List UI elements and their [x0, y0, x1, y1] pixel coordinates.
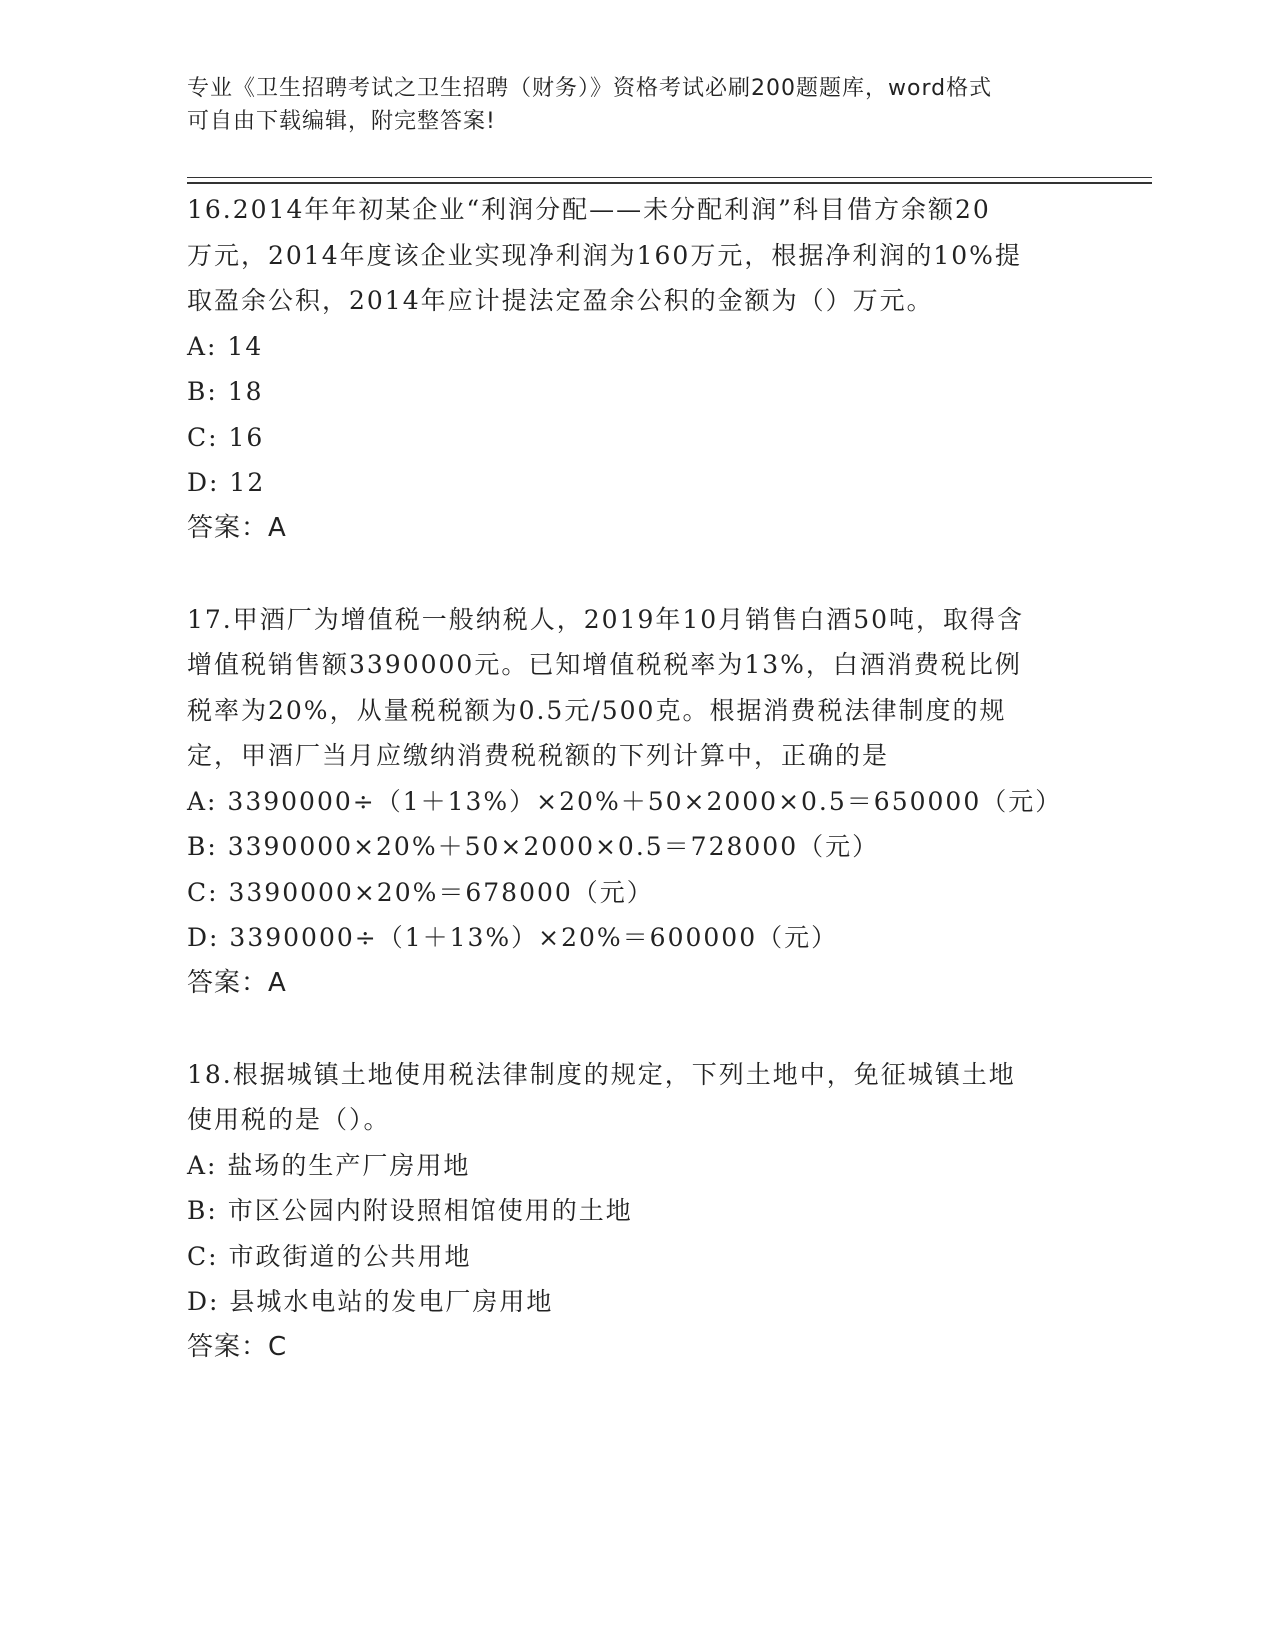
question-16: [187, 187, 1087, 551]
option-c: C: 市政街道的公共用地: [187, 1241, 472, 1271]
question-spacer: [187, 1006, 1087, 1052]
option-c: C: 3390000×20%＝678000（元）: [187, 877, 654, 907]
option-c: C: 16: [187, 422, 265, 452]
question-stem-line: 税率为20%，从量税税额为0.5元/500克。根据消费税法律制度的规: [187, 695, 1007, 725]
question-17: [187, 597, 1087, 1007]
question-stem-line: 增值税销售额3390000元。已知增值税税率为13%，白酒消费税比例: [187, 650, 1022, 679]
option-d: D: 12: [187, 468, 266, 497]
question-stem-line: 18.根据城镇土地使用税法律制度的规定，下列土地中，免征城镇土地: [187, 1059, 1016, 1089]
question-stem-line: 16.2014年年初某企业“利润分配——未分配利润”科目借方余额20: [187, 195, 991, 224]
header-divider-thin: [187, 177, 1152, 178]
question-stem-line: 定，甲酒厂当月应缴纳消费税税额的下列计算中，正确的是: [187, 741, 890, 770]
option-b: B: 18: [187, 377, 264, 406]
option-a: A: 盐场的生产厂房用地: [187, 1150, 471, 1180]
question-stem-line: 万元，2014年度该企业实现净利润为160万元，根据净利润的10%提: [187, 240, 1022, 270]
answer-line: 答案：A: [187, 512, 287, 543]
option-b: B: 市区公园内附设照相馆使用的土地: [187, 1196, 633, 1225]
answer-line: 答案：A: [187, 967, 287, 998]
header-line: 可自由下载编辑，附完整答案!: [187, 109, 496, 134]
question-stem-line: 17.甲酒厂为增值税一般纳税人，2019年10月销售白酒50吨，取得含: [187, 604, 1025, 634]
question-18: [187, 1052, 1087, 1371]
question-spacer: [187, 551, 1087, 597]
answer-line: 答案：C: [187, 1331, 288, 1362]
option-a: A: 3390000÷（1＋13%）×20%＋50×2000×0.5＝650000（元）: [187, 786, 1063, 816]
header-line: 专业《卫生招聘考试之卫生招聘（财务）》资格考试必刷200题题库，word格式: [187, 76, 993, 101]
document-header: [187, 72, 1087, 138]
header-divider-thick: [187, 182, 1152, 184]
option-d: D: 县城水电站的发电厂房用地: [187, 1287, 554, 1316]
question-stem-line: 使用税的是（）。: [187, 1105, 391, 1134]
question-list: [187, 187, 1087, 1370]
question-stem-line: 取盈余公积，2014年应计提法定盈余公积的金额为（）万元。: [187, 286, 934, 315]
option-a: A: 14: [187, 331, 264, 361]
option-b: B: 3390000×20%＋50×2000×0.5＝728000（元）: [187, 832, 880, 861]
option-d: D: 3390000÷（1＋13%）×20%＝600000（元）: [187, 923, 839, 952]
